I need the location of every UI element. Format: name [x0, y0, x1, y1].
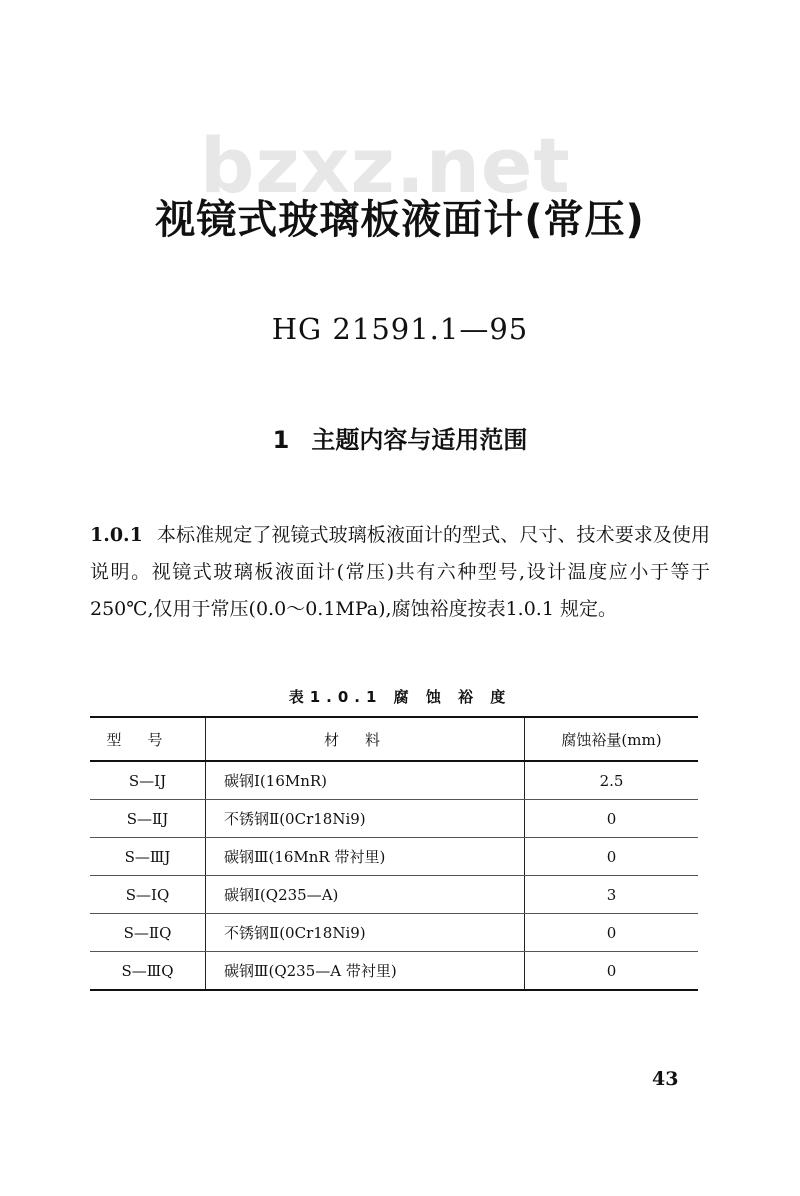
watermark: bzxz.net — [200, 121, 571, 210]
section-number: 1 — [272, 426, 290, 454]
corrosion-allowance-table — [90, 716, 698, 991]
cell-allowance: 0 — [525, 800, 699, 838]
cell-allowance: 0 — [525, 952, 699, 991]
section-heading — [0, 420, 800, 455]
cell-allowance: 3 — [525, 876, 699, 914]
cell-model: S—ⅢJ — [90, 838, 206, 876]
section-title: 主题内容与适用范围 — [311, 426, 528, 454]
document-title: 视镜式玻璃板液面计(常压) — [155, 197, 645, 243]
cell-model: S—ⅢQ — [90, 952, 206, 991]
cell-allowance: 0 — [525, 914, 699, 952]
table-row — [90, 914, 698, 952]
cell-allowance: 2.5 — [525, 761, 699, 800]
cell-model: S—ⅡQ — [90, 914, 206, 952]
cell-material: 碳钢Ⅲ(16MnR 带衬里) — [206, 838, 525, 876]
header-model: 型号 — [90, 717, 206, 761]
cell-material: 碳钢Ⅰ(Q235—A) — [206, 876, 525, 914]
cell-material: 碳钢Ⅰ(16MnR) — [206, 761, 525, 800]
clause-text: 本标准规定了视镜式玻璃板液面计的型式、尺寸、技术要求及使用说明。视镜式玻璃板液面计(常压)共有六种型号,设计温度应小于等于 250℃,仅用于常压(0.0～0.1MPa),腐蚀裕度按表1.0.1 规定。 — [90, 524, 710, 620]
table-caption: 表1.0.1 腐 蚀 裕 度 — [288, 688, 512, 706]
cell-material: 碳钢Ⅲ(Q235—A 带衬里) — [206, 952, 525, 991]
clause-number: 1.0.1 — [90, 524, 143, 546]
page-number: 43 — [652, 1068, 679, 1090]
table-row — [90, 952, 698, 991]
cell-allowance: 0 — [525, 838, 699, 876]
standard-code: HG 21591.1—95 — [271, 312, 529, 346]
header-allowance: 腐蚀裕量(mm) — [525, 717, 699, 761]
header-material: 材料 — [206, 717, 525, 761]
cell-material: 不锈钢Ⅱ(0Cr18Ni9) — [206, 914, 525, 952]
table-row — [90, 838, 698, 876]
table-header-row — [90, 717, 698, 761]
cell-model: S—ⅠQ — [90, 876, 206, 914]
cell-model: S—ⅡJ — [90, 800, 206, 838]
cell-material: 不锈钢Ⅱ(0Cr18Ni9) — [206, 800, 525, 838]
cell-model: S—ⅠJ — [90, 761, 206, 800]
table-row — [90, 876, 698, 914]
table-row — [90, 800, 698, 838]
table-row — [90, 761, 698, 800]
clause-paragraph — [90, 517, 710, 628]
